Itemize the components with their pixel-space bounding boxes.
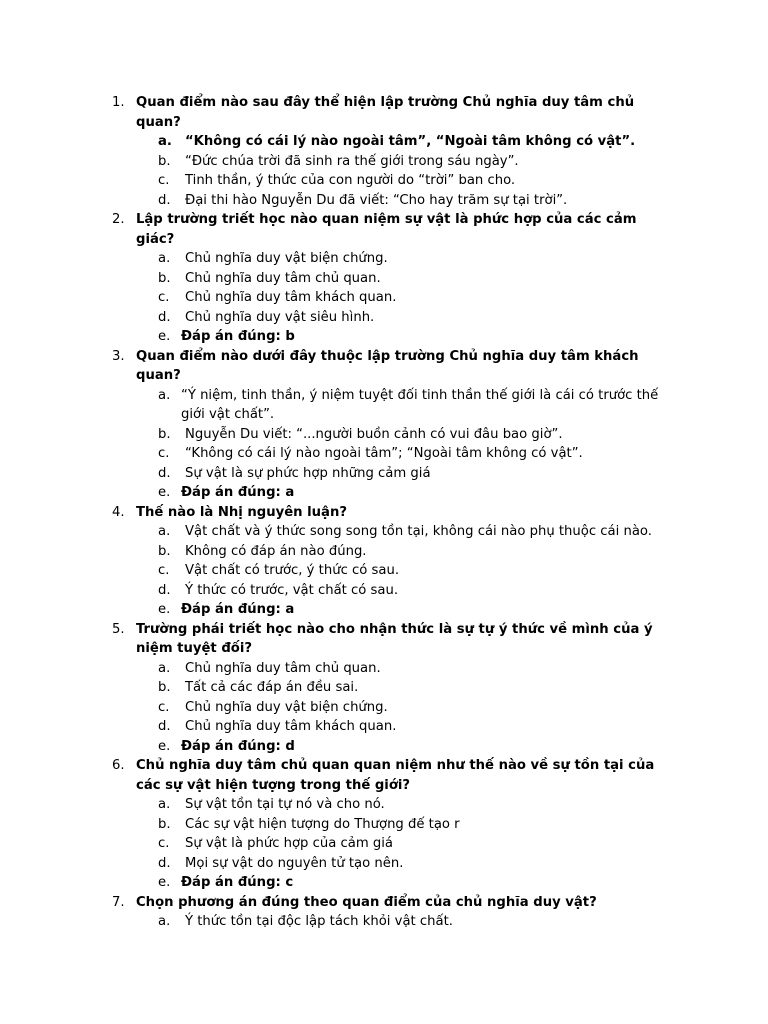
option-label: e.: [158, 329, 171, 344]
question-4-option-d: [158, 581, 675, 601]
question-text: Thế nào là Nhị nguyên luận?: [136, 504, 347, 520]
answer-text: Đáp án đúng: d: [181, 738, 295, 754]
question-5: [112, 620, 656, 659]
option-label: a.: [158, 134, 172, 149]
question-number: 6.: [112, 758, 125, 773]
question-7: [112, 893, 656, 913]
question-4-option-a: [158, 522, 685, 542]
option-label: d.: [158, 582, 171, 598]
option-label: c.: [158, 563, 170, 578]
option-text: Không có đáp án nào đúng.: [185, 543, 367, 559]
option-text: Vật chất có trước, ý thức có sau.: [185, 563, 400, 578]
option-text: Sự vật là sự phức hợp những cảm giá: [185, 465, 431, 481]
question-5-option-a: [158, 659, 675, 679]
option-text: Chủ nghĩa duy vật biện chứng.: [185, 251, 388, 266]
question-6-option-b: [158, 815, 675, 835]
question-5-answer: [158, 737, 671, 757]
option-label: e.: [158, 602, 171, 617]
option-label: a.: [158, 251, 171, 266]
question-6-answer: [158, 873, 671, 893]
option-text: Ý thức tồn tại độc lập tách khỏi vật chất.: [185, 914, 453, 929]
option-label: d.: [158, 465, 171, 481]
option-text: Sự vật là phức hợp của cảm giá: [185, 836, 393, 851]
question-2-option-b: [158, 269, 675, 289]
option-label: e.: [158, 738, 171, 754]
question-number: 5.: [112, 621, 125, 637]
answer-text: Đáp án đúng: c: [181, 875, 294, 890]
question-number: 4.: [112, 504, 125, 520]
question-1: [112, 93, 656, 132]
question-4: [112, 503, 656, 523]
option-label: d.: [158, 855, 171, 871]
option-text: Các sự vật hiện tượng do Thượng đế tạo r: [185, 816, 460, 832]
option-label: a.: [158, 524, 171, 539]
option-label: b.: [158, 816, 171, 832]
question-2-option-d: [158, 308, 675, 328]
answer-text: Đáp án đúng: a: [181, 602, 295, 617]
question-5-option-b: [158, 678, 675, 698]
question-number: 1.: [112, 95, 125, 110]
option-label: d.: [158, 719, 171, 734]
option-label: e.: [158, 875, 171, 890]
option-text: Chủ nghĩa duy vật siêu hình.: [185, 309, 375, 325]
option-label: d.: [158, 192, 171, 208]
option-text: Chủ nghĩa duy tâm chủ quan.: [185, 660, 381, 676]
question-5-option-c: [158, 698, 675, 718]
question-4-option-c: [158, 561, 675, 581]
question-3-option-b: [158, 425, 675, 445]
question-1-option-d: [158, 191, 675, 211]
option-label: d.: [158, 309, 171, 325]
option-text: “Không có cái lý nào ngoài tâm”; “Ngoài tâm không có vật”.: [185, 446, 583, 461]
question-2-option-c: [158, 288, 675, 308]
option-text: “Ý niệm, tinh thần, ý niệm tuyệt đối tinh thần thế giới là cái có trước thế giới vật chất”.: [181, 387, 659, 422]
option-text: Mọi sự vật do nguyên tử tạo nên.: [185, 855, 404, 871]
option-label: c.: [158, 446, 170, 461]
question-6-option-a: [158, 795, 675, 815]
question-3-option-a: [158, 386, 681, 425]
option-label: a.: [158, 914, 171, 929]
question-3-option-d: [158, 464, 675, 484]
option-text: Tinh thần, ý thức của con người do “trời” ban cho.: [185, 173, 516, 188]
question-3-answer: [158, 483, 671, 503]
option-label: a.: [158, 797, 171, 812]
option-label: b.: [158, 680, 171, 695]
question-1-option-b: [158, 152, 675, 172]
question-6: [112, 756, 656, 795]
question-4-option-b: [158, 542, 675, 562]
question-number: 2.: [112, 212, 125, 227]
question-1-option-c: [158, 171, 675, 191]
option-label: c.: [158, 173, 170, 188]
question-6-option-c: [158, 834, 675, 854]
option-label: a.: [158, 387, 171, 403]
option-text: Sự vật tồn tại tự nó và cho nó.: [185, 797, 385, 812]
option-text: Ý thức có trước, vật chất có sau.: [185, 582, 399, 598]
question-text: Chọn phương án đúng theo quan điểm của chủ nghĩa duy vật?: [136, 894, 597, 910]
option-text: Đại thi hào Nguyễn Du đã viết: “Cho hay trăm sự tại trời”.: [185, 192, 568, 208]
option-label: c.: [158, 836, 170, 851]
option-label: b.: [158, 543, 171, 559]
question-3-option-c: [158, 444, 675, 464]
option-text: Vật chất và ý thức song song tồn tại, không cái nào phụ thuộc cái nào.: [185, 524, 652, 539]
option-label: c.: [158, 699, 170, 715]
question-number: 3.: [112, 348, 125, 364]
question-6-option-d: [158, 854, 675, 874]
option-text: Chủ nghĩa duy tâm khách quan.: [185, 719, 397, 734]
option-text: “Đức chúa trời đã sinh ra thế giới trong sáu ngày”.: [185, 153, 519, 169]
answer-text: Đáp án đúng: a: [181, 485, 295, 500]
option-label: b.: [158, 153, 171, 169]
question-text: Quan điểm nào dưới đây thuộc lập trường Chủ nghĩa duy tâm khách quan?: [136, 348, 639, 383]
option-label: e.: [158, 485, 171, 500]
option-text: Chủ nghĩa duy tâm chủ quan.: [185, 270, 381, 286]
answer-text: Đáp án đúng: b: [181, 329, 295, 344]
option-text: Chủ nghĩa duy tâm khách quan.: [185, 290, 397, 305]
question-text: Quan điểm nào sau đây thể hiện lập trường Chủ nghĩa duy tâm chủ quan?: [136, 95, 635, 130]
question-5-option-d: [158, 717, 675, 737]
option-text: Chủ nghĩa duy vật biện chứng.: [185, 699, 388, 715]
question-4-answer: [158, 600, 671, 620]
question-text: Chủ nghĩa duy tâm chủ quan quan niệm như thế nào về sự tồn tại của các sự vật hiện tượng trong thế giới?: [136, 758, 655, 793]
question-text: Lập trường triết học nào quan niệm sự vật là phức hợp của các cảm giác?: [136, 212, 637, 247]
question-number: 7.: [112, 894, 125, 910]
option-label: b.: [158, 426, 171, 442]
question-3: [112, 347, 656, 386]
option-text: “Không có cái lý nào ngoài tâm”, “Ngoài tâm không có vật”.: [185, 134, 636, 149]
question-1-option-a: [158, 132, 675, 152]
option-label: b.: [158, 270, 171, 286]
question-7-option-a: [158, 912, 675, 932]
option-text: Nguyễn Du viết: “...người buồn cảnh có vui đâu bao giờ”.: [185, 426, 563, 442]
option-text: Tất cả các đáp án đều sai.: [185, 680, 359, 695]
option-label: a.: [158, 660, 171, 676]
question-text: Trường phái triết học nào cho nhận thức là sự tự ý thức về mình của ý niệm tuyệt đối?: [136, 621, 653, 656]
option-label: c.: [158, 290, 170, 305]
question-2-answer: [158, 327, 671, 347]
question-2-option-a: [158, 249, 675, 269]
question-2: [112, 210, 656, 249]
